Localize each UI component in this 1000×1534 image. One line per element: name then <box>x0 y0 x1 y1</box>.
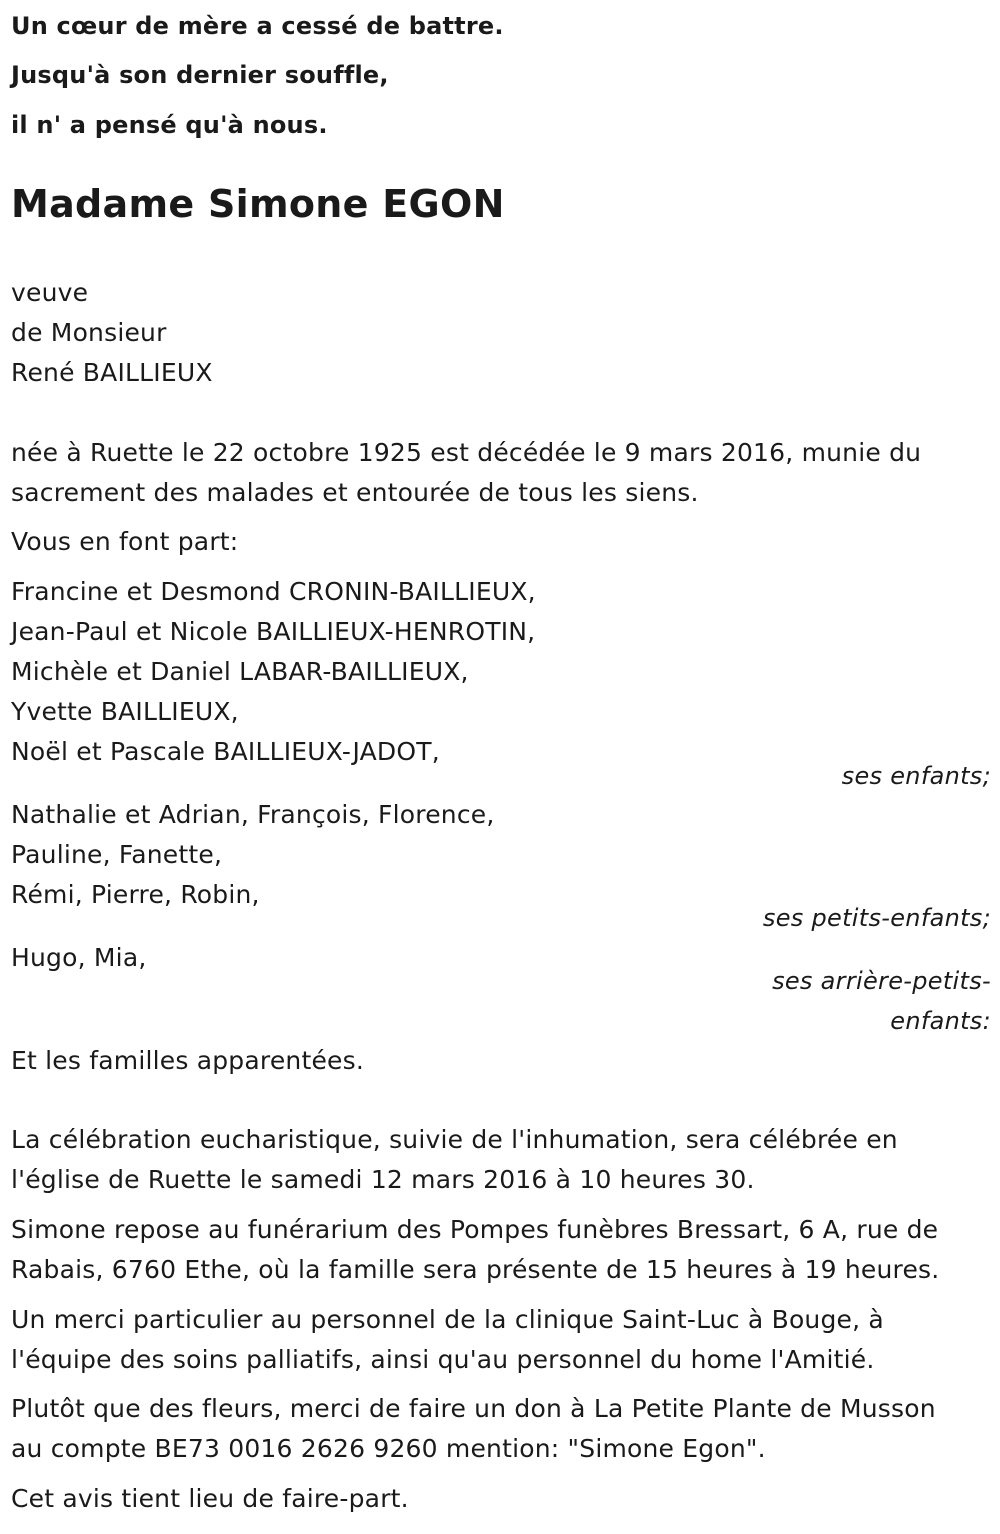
families-text: Et les familles apparentées. <box>11 1046 364 1075</box>
deceased-name: Madame Simone EGON <box>11 182 505 226</box>
thanks-line-1: Un merci particulier au personnel de la clinique Saint-Luc à Bouge, à <box>11 1305 884 1334</box>
grandchild-name: Nathalie et Adrian, François, Florence, <box>11 800 495 829</box>
child-name: Michèle et Daniel LABAR-BAILLIEUX, <box>11 657 469 686</box>
child-name: Yvette BAILLIEUX, <box>11 697 239 726</box>
child-name: Jean-Paul et Nicole BAILLIEUX-HENROTIN, <box>11 617 536 646</box>
thanks-line-2: l'équipe des soins palliatifs, ainsi qu'au personnel du home l'Amitié. <box>11 1345 875 1374</box>
quote-line-3: il n' a pensé qu'à nous. <box>11 111 328 139</box>
birth-death-line-2: sacrement des malades et entourée de tous les siens. <box>11 478 699 507</box>
widow-line-3: René BAILLIEUX <box>11 358 213 387</box>
funerarium-line-2: Rabais, 6760 Ethe, où la famille sera présente de 15 heures à 19 heures. <box>11 1255 940 1284</box>
grandchild-name: Pauline, Fanette, <box>11 840 223 869</box>
quote-line-1: Un cœur de mère a cessé de battre. <box>11 12 504 40</box>
widow-line-1: veuve <box>11 278 89 307</box>
widow-line-2: de Monsieur <box>11 318 167 347</box>
grandchild-name: Rémi, Pierre, Robin, <box>11 880 260 909</box>
great-grandchild-name: Hugo, Mia, <box>11 943 147 972</box>
grandchildren-role: ses petits-enfants; <box>762 904 991 932</box>
child-name: Francine et Desmond CRONIN-BAILLIEUX, <box>11 577 536 606</box>
ceremony-line-1: La célébration eucharistique, suivie de l'inhumation, sera célébrée en <box>11 1125 898 1154</box>
children-role: ses enfants; <box>841 762 991 790</box>
quote-line-2: Jusqu'à son dernier souffle, <box>11 61 389 89</box>
donation-line-1: Plutôt que des fleurs, merci de faire un don à La Petite Plante de Musson <box>11 1394 936 1423</box>
great-grandchildren-role-line-2: enfants: <box>890 1007 991 1035</box>
donation-line-2: au compte BE73 0016 2626 9260 mention: "Simone Egon". <box>11 1434 766 1463</box>
birth-death-line-1: née à Ruette le 22 octobre 1925 est décédée le 9 mars 2016, munie du <box>11 438 922 467</box>
child-name: Noël et Pascale BAILLIEUX-JADOT, <box>11 737 440 766</box>
closing-text: Cet avis tient lieu de faire-part. <box>11 1484 409 1513</box>
ceremony-line-2: l'église de Ruette le samedi 12 mars 2016 à 10 heures 30. <box>11 1165 755 1194</box>
funerarium-line-1: Simone repose au funérarium des Pompes funèbres Bressart, 6 A, rue de <box>11 1215 939 1244</box>
great-grandchildren-role-line-1: ses arrière-petits- <box>772 967 991 995</box>
announce-text: Vous en font part: <box>11 527 239 556</box>
